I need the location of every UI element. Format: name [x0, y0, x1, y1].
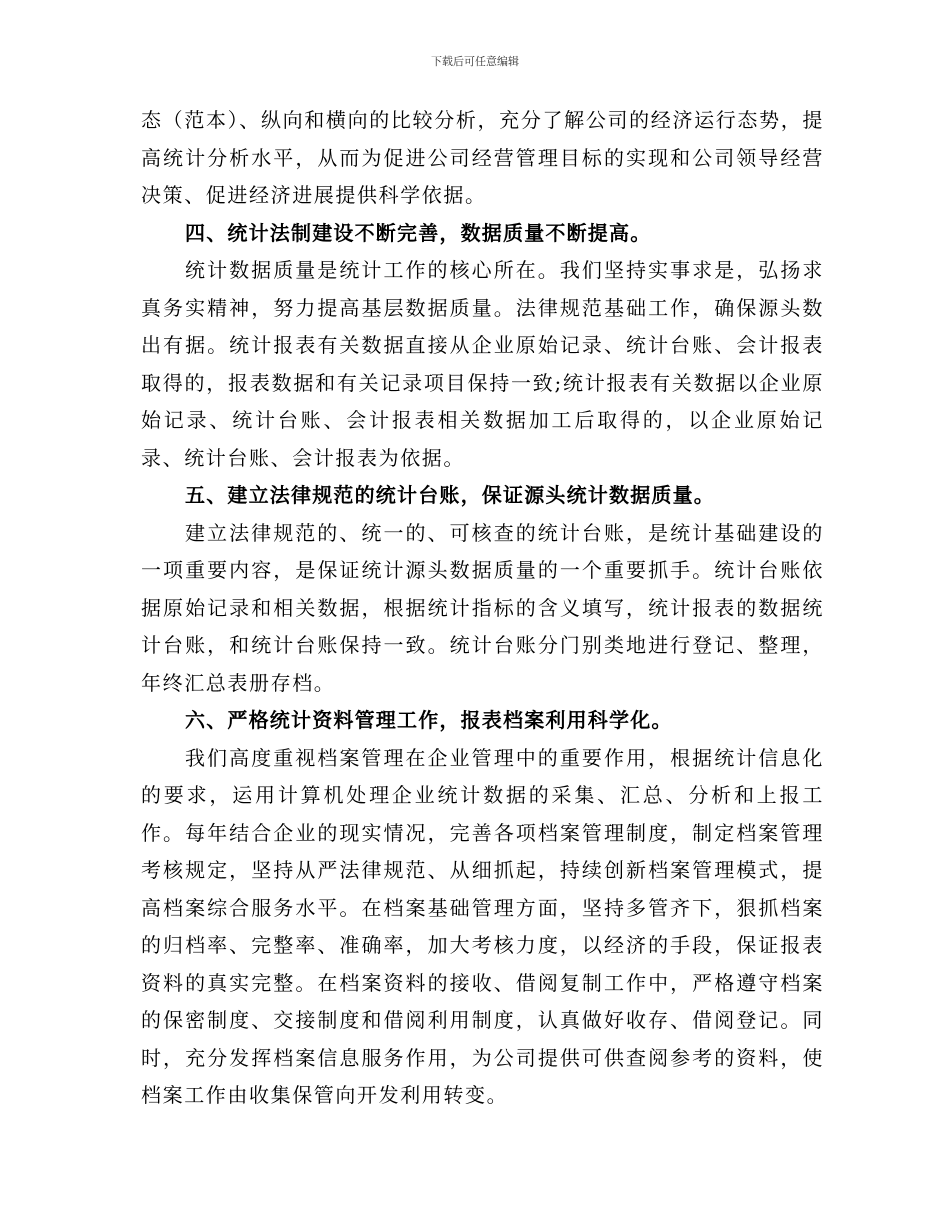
section-heading-5: 五、建立法律规范的统计台账，保证源头统计数据质量。	[185, 483, 715, 507]
paragraph-continuation: 态（范本）、纵向和横向的比较分析，充分了解公司的经济运行态势，提高统计分析水平，从而为促进公司经营管理目标的实现和公司领导经营决策、促进经济进展提供科学依据。	[141, 108, 824, 207]
section-heading-4: 四、统计法制建设不断完善，数据质量不断提高。	[185, 220, 652, 245]
section-heading-6: 六、严格统计资料管理工作，报表档案利用科学化。	[185, 708, 673, 732]
page-header-note: 下载后可任意编辑	[431, 55, 519, 68]
paragraph-data-quality: 统计数据质量是统计工作的核心所在。我们坚持实事求是，弘扬求真务实精神，努力提高基层数据质量。法律规范基础工作，确保源头数出有据。统计报表有关数据直接从企业原始记录、统计台账、会计报表取得的，报表数据和有关记录项目保持一致;统计报表有关数据以企业原始记录、统计台账、会计报表相关数据加工后取得的，以企业原始记录、统计台账、会计报表为依据。	[141, 258, 824, 470]
paragraph-archive-management: 我们高度重视档案管理在企业管理中的重要作用，根据统计信息化的要求，运用计算机处理企业统计数据的采集、汇总、分析和上报工作。每年结合企业的现实情况，完善各项档案管理制度，制定档案管理考核规定，坚持从严法律规范、从细抓起，持续创新档案管理模式，提高档案综合服务水平。在档案基础管理方面，坚持多管齐下，狠抓档案的归档率、完整率、准确率，加大考核力度，以经济的手段，保证报表资料的真实完整。在档案资料的接收、借阅复制工作中，严格遵守档案的保密制度、交接制度和借阅利用制度，认真做好收存、借阅登记。同时，充分发挥档案信息服务作用，为公司提供可供查阅参考的资料，使档案工作由收集保管向开发利用转变。	[141, 745, 824, 1107]
paragraph-statistical-ledger: 建立法律规范的、统一的、可核查的统计台账，是统计基础建设的一项重要内容，是保证统计源头数据质量的一个重要抓手。统计台账依据原始记录和相关数据，根据统计指标的含义填写，统计报表的数据统计台账，和统计台账保持一致。统计台账分门别类地进行登记、整理，年终汇总表册存档。	[141, 520, 824, 695]
document-body	[141, 102, 824, 1115]
